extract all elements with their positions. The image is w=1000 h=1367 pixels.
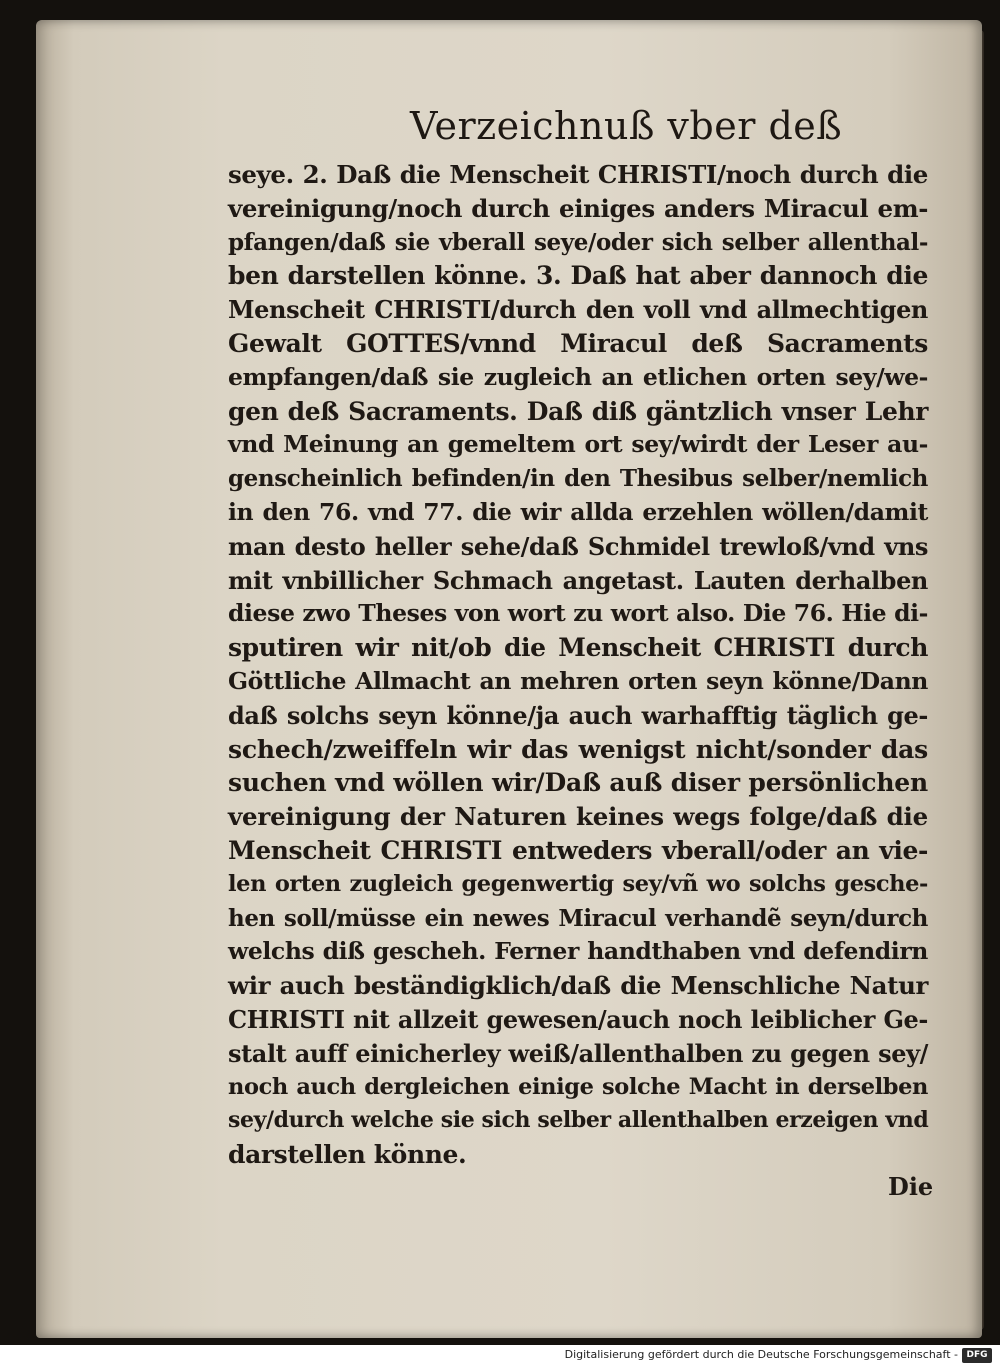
text-line: empfangen/daß sie zugleich an etlichen orten sey/we- bbox=[228, 362, 928, 391]
text-line: vereinigung der Naturen keines wegs folge/daß die bbox=[228, 802, 928, 832]
text-line: ben darstellen könne. 3. Daß hat aber dannoch die bbox=[228, 261, 928, 291]
text-line: genscheinlich befinden/in den Thesibus selber/nemlich bbox=[228, 465, 928, 493]
text-line: welchs diß gescheh. Ferner handthaben vnd defendirn bbox=[228, 937, 928, 966]
text-line: Menscheit CHRISTI/durch den voll vnd allmechtigen bbox=[228, 295, 928, 325]
body-text bbox=[228, 158, 928, 1172]
text-line: sey/durch welche sie sich selber allenthalben erzeigen vnd bbox=[228, 1107, 929, 1134]
text-line: CHRISTI nit allzeit gewesen/auch noch leiblicher Ge- bbox=[228, 1004, 928, 1034]
text-line: seye. 2. Daß die Menscheit CHRISTI/noch durch die bbox=[228, 160, 928, 189]
text-line: daß solchs seyn könne/ja auch warhafftig täglich ge- bbox=[228, 700, 928, 730]
text-line: Gewalt GOTTES/vnnd Miracul deß Sacraments bbox=[228, 328, 928, 358]
footer-credit: Digitalisierung gefördert durch die Deutsche Forschungsgemeinschaft - bbox=[564, 1348, 958, 1361]
text-line: vereinigung/noch durch einiges anders Miracul em- bbox=[228, 193, 928, 223]
text-line: diese zwo Theses von wort zu wort also. Die 76. Hie di- bbox=[228, 599, 928, 628]
running-head: Verzeichnuß vber deß bbox=[410, 104, 843, 148]
text-line: len orten zugleich gegenwertig sey/vñ wo solchs gesche- bbox=[228, 870, 928, 897]
text-line: hen soll/müsse ein newes Miracul verhandẽ seyn/durch bbox=[228, 904, 928, 932]
text-line: schech/zweiffeln wir das wenigst nicht/sonder das bbox=[228, 734, 928, 764]
text-line: pfangen/daß sie vberall seye/oder sich selber allenthal- bbox=[228, 228, 928, 256]
text-line: gen deß Sacraments. Daß diß gäntzlich vnser Lehr bbox=[228, 396, 928, 426]
catchword: Die bbox=[888, 1172, 934, 1201]
text-line: man desto heller sehe/daß Schmidel trewloß/vnd vns bbox=[228, 531, 928, 561]
text-line: Menscheit CHRISTI entweders vberall/oder an vie- bbox=[228, 835, 928, 865]
text-line: vnd Meinung an gemeltem ort sey/wirdt der Leser au- bbox=[228, 430, 928, 459]
text-line: wir auch beständigklich/daß die Menschliche Natur bbox=[228, 971, 928, 1001]
text-line: stalt auff einicherley weiß/allenthalben zu gegen sey/ bbox=[228, 1038, 928, 1068]
text-line: sputiren wir nit/ob die Menscheit CHRISTI durch bbox=[228, 633, 928, 663]
text-line: suchen vnd wöllen wir/Daß auß diser persönlichen bbox=[228, 768, 928, 798]
text-line: mit vnbillicher Schmach angetast. Lauten derhalben bbox=[228, 565, 928, 595]
dfg-logo: DFG bbox=[962, 1348, 992, 1363]
text-line: darstellen könne. bbox=[228, 1140, 467, 1170]
text-line: in den 76. vnd 77. die wir allda erzehlen wöllen/damit bbox=[228, 497, 928, 526]
text-line: noch auch dergleichen einige solche Macht in derselben bbox=[228, 1073, 928, 1100]
text-line: Göttliche Allmacht an mehren orten seyn könne/Dann bbox=[228, 666, 928, 695]
